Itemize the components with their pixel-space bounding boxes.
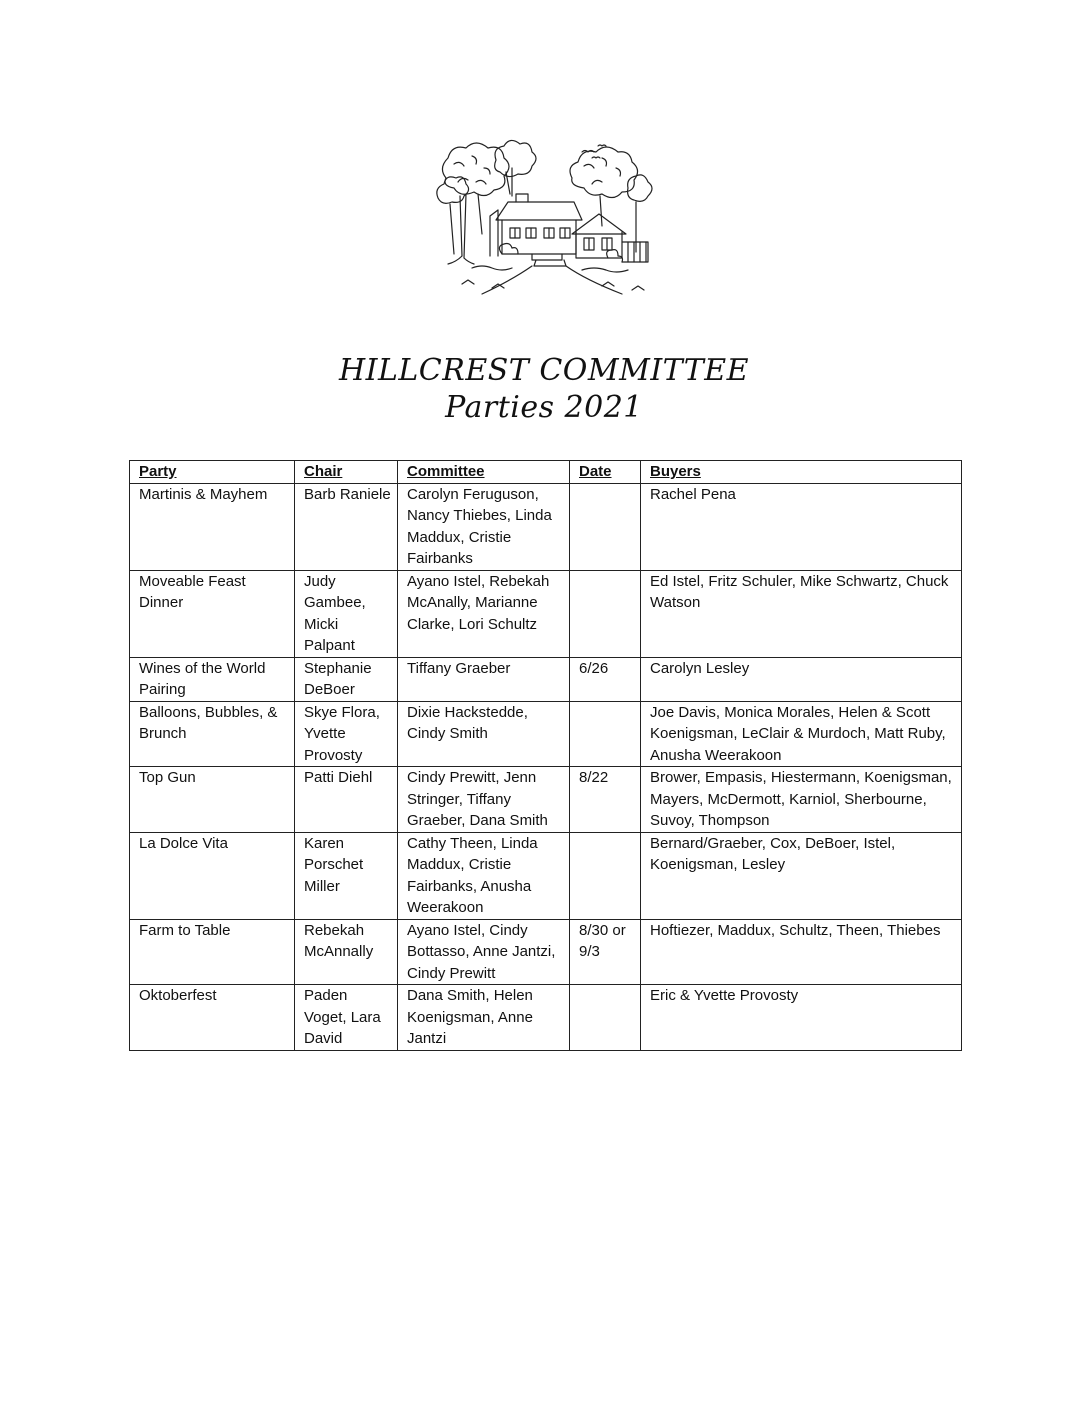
cell-party: Farm to Table (130, 919, 295, 985)
cell-party: Wines of the World Pairing (130, 657, 295, 701)
cell-party: La Dolce Vita (130, 832, 295, 919)
cell-committee: Tiffany Graeber (398, 657, 570, 701)
cell-committee: Cathy Theen, Linda Maddux, Cristie Fairbanks, Anusha Weerakoon (398, 832, 570, 919)
parties-table (129, 460, 962, 1051)
cell-chair: Stephanie DeBoer (295, 657, 398, 701)
cell-party: Top Gun (130, 767, 295, 833)
header-committee: Committee (398, 461, 570, 484)
cell-buyers: Brower, Empasis, Hiestermann, Koenigsman, Mayers, McDermott, Karniol, Sherbourne, Suvoy, Thompson (641, 767, 962, 833)
cell-date (570, 832, 641, 919)
cell-buyers: Eric & Yvette Provosty (641, 985, 962, 1051)
cell-date: 8/22 (570, 767, 641, 833)
header-date: Date (570, 461, 641, 484)
cell-chair: Karen Porschet Miller (295, 832, 398, 919)
cell-buyers: Hoftiezer, Maddux, Schultz, Theen, Thiebes (641, 919, 962, 985)
cell-committee: Cindy Prewitt, Jenn Stringer, Tiffany Graeber, Dana Smith (398, 767, 570, 833)
cell-date (570, 985, 641, 1051)
table-row (130, 985, 962, 1051)
cell-chair: Judy Gambee, Micki Palpant (295, 570, 398, 657)
cell-committee: Dixie Hackstedde, Cindy Smith (398, 701, 570, 767)
cell-date: 6/26 (570, 657, 641, 701)
cell-buyers: Bernard/Graeber, Cox, DeBoer, Istel, Koenigsman, Lesley (641, 832, 962, 919)
cell-committee: Ayano Istel, Rebekah McAnally, Marianne Clarke, Lori Schultz (398, 570, 570, 657)
table-header-row (130, 461, 962, 484)
document-title: HILLCREST COMMITTEE (338, 353, 750, 388)
cell-date (570, 570, 641, 657)
clubhouse-sketch-illustration (432, 138, 658, 298)
table-row (130, 767, 962, 833)
cell-party: Balloons, Bubbles, & Brunch (130, 701, 295, 767)
cell-buyers: Ed Istel, Fritz Schuler, Mike Schwartz, Chuck Watson (641, 570, 962, 657)
cell-party: Moveable Feast Dinner (130, 570, 295, 657)
cell-chair: Barb Raniele (295, 483, 398, 570)
cell-buyers: Rachel Pena (641, 483, 962, 570)
cell-party: Oktoberfest (130, 985, 295, 1051)
table-row (130, 832, 962, 919)
cell-committee: Dana Smith, Helen Koenigsman, Anne Jantzi (398, 985, 570, 1051)
cell-date (570, 701, 641, 767)
cell-chair: Patti Diehl (295, 767, 398, 833)
table-row (130, 919, 962, 985)
table-row (130, 701, 962, 767)
cell-date: 8/30 or 9/3 (570, 919, 641, 985)
header-chair: Chair (295, 461, 398, 484)
cell-chair: Skye Flora, Yvette Provosty (295, 701, 398, 767)
cell-chair: Paden Voget, Lara David (295, 985, 398, 1051)
table-row (130, 483, 962, 570)
document-title-block (0, 352, 1088, 426)
cell-buyers: Carolyn Lesley (641, 657, 962, 701)
cell-committee: Carolyn Feruguson, Nancy Thiebes, Linda Maddux, Cristie Fairbanks (398, 483, 570, 570)
document-subtitle: Parties 2021 (445, 390, 643, 425)
header-buyers: Buyers (641, 461, 962, 484)
table-row (130, 570, 962, 657)
cell-chair: Rebekah McAnnally (295, 919, 398, 985)
cell-committee: Ayano Istel, Cindy Bottasso, Anne Jantzi, Cindy Prewitt (398, 919, 570, 985)
cell-buyers: Joe Davis, Monica Morales, Helen & Scott Koenigsman, LeClair & Murdoch, Matt Ruby, Anusha Weerakoon (641, 701, 962, 767)
cell-party: Martinis & Mayhem (130, 483, 295, 570)
header-party: Party (130, 461, 295, 484)
table-row (130, 657, 962, 701)
cell-date (570, 483, 641, 570)
